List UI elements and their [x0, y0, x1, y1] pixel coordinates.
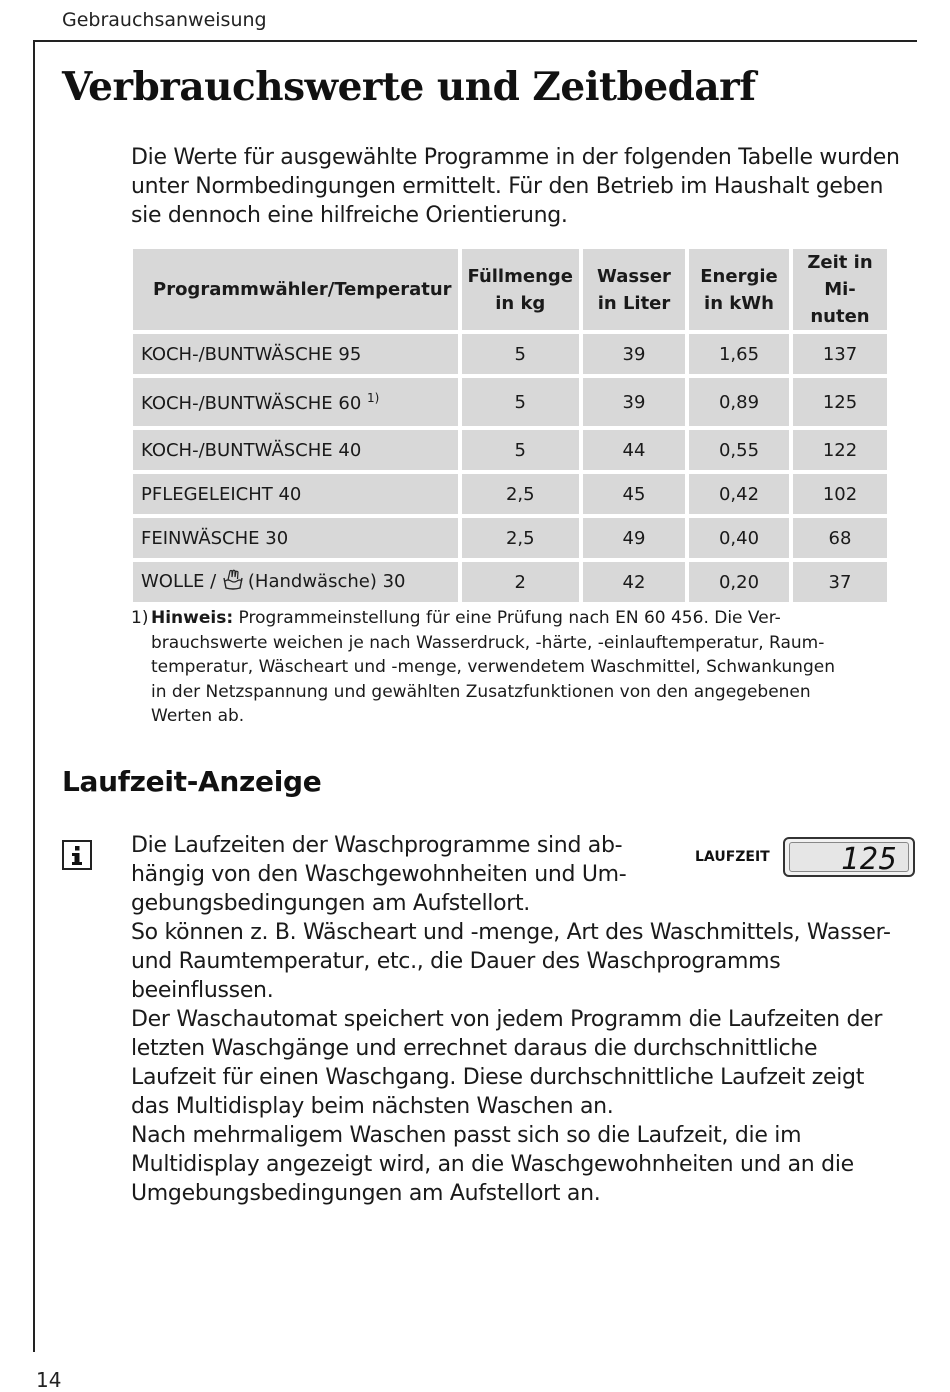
- header-program: Programmwähler/Temperatur: [133, 249, 458, 330]
- intro-paragraph: [131, 143, 901, 230]
- running-head: Gebrauchsanweisung: [62, 9, 267, 31]
- consumption-table: [129, 245, 891, 606]
- cell-water: 39: [583, 334, 685, 374]
- cell-water: 45: [583, 474, 685, 514]
- body-line: Nach mehrmaligem Waschen passt sich so die Laufzeit, die im: [131, 1123, 802, 1148]
- cell-program: FEINWÄSCHE 30: [133, 518, 458, 558]
- table-row: [133, 378, 887, 426]
- cell-water: 44: [583, 430, 685, 470]
- cell-program: [133, 562, 458, 602]
- footnote-line: temperatur, Wäscheart und -menge, verwendetem Waschmittel, Schwankungen: [151, 657, 835, 677]
- cell-time: 122: [793, 430, 887, 470]
- footnote-ref: 1): [367, 390, 380, 405]
- body-line: Die Laufzeiten der Waschprogramme sind ab-: [131, 833, 623, 858]
- body-line: das Multidisplay beim nächsten Waschen an.: [131, 1094, 614, 1119]
- cell-energy: 0,55: [689, 430, 789, 470]
- intro-line: Die Werte für ausgewählte Programme in der folgenden Tabelle wurden: [131, 145, 900, 170]
- table-row: [133, 474, 887, 514]
- cell-energy: 0,89: [689, 378, 789, 426]
- cell-water: 42: [583, 562, 685, 602]
- footnote-line: Programmeinstellung für eine Prüfung nach EN 60 456. Die Ver-: [233, 608, 781, 628]
- cell-energy: 1,65: [689, 334, 789, 374]
- body-line: gebungsbedingungen am Aufstellort.: [131, 891, 531, 916]
- cell-fill: 2: [462, 562, 579, 602]
- display-label: LAUFZEIT: [695, 849, 770, 865]
- page-number: 14: [36, 1368, 62, 1392]
- cell-water: 39: [583, 378, 685, 426]
- footnote-label: Hinweis:: [151, 608, 234, 628]
- cell-fill: 5: [462, 334, 579, 374]
- margin-rule: [33, 40, 35, 1352]
- cell-program: KOCH-/BUNTWÄSCHE 95: [133, 334, 458, 374]
- table-row: [133, 430, 887, 470]
- cell-time: 125: [793, 378, 887, 426]
- intro-line: unter Normbedingungen ermittelt. Für den Betrieb im Haushalt geben: [131, 174, 884, 199]
- footnote-body: [151, 606, 851, 729]
- body-line: hängig von den Waschgewohnheiten und Um-: [131, 862, 627, 887]
- subsection-title: Laufzeit-Anzeige: [62, 765, 322, 798]
- footnote-line: Werten ab.: [151, 706, 245, 726]
- body-line: So können z. B. Wäscheart und -menge, Art des Waschmittels, Wasser-: [131, 920, 891, 945]
- cell-energy: 0,40: [689, 518, 789, 558]
- header-fill: Füllmenge in kg: [462, 249, 579, 330]
- cell-fill: 2,5: [462, 474, 579, 514]
- cell-time: 37: [793, 562, 887, 602]
- handwash-icon: [222, 569, 244, 596]
- body-line: Multidisplay angezeigt wird, an die Waschgewohnheiten und an die: [131, 1152, 854, 1177]
- header-rule: [33, 40, 917, 42]
- body-line: Der Waschautomat speichert von jedem Programm die Laufzeiten der: [131, 1007, 883, 1032]
- table-row: [133, 518, 887, 558]
- cell-program: PFLEGELEICHT 40: [133, 474, 458, 514]
- cell-energy: 0,42: [689, 474, 789, 514]
- cell-program: KOCH-/BUNTWÄSCHE 40: [133, 430, 458, 470]
- cell-time: 102: [793, 474, 887, 514]
- program-name-prefix: WOLLE /: [141, 570, 222, 592]
- footnote-marker: 1): [131, 608, 149, 628]
- cell-water: 49: [583, 518, 685, 558]
- cell-time: 137: [793, 334, 887, 374]
- body-line: letzten Waschgänge und errechnet daraus die durchschnittliche: [131, 1036, 818, 1061]
- section-title: Verbrauchswerte und Zeitbedarf: [62, 64, 756, 110]
- footnote-line: brauchswerte weichen je nach Wasserdruck, -härte, -einlauftemperatur, Raum-: [151, 632, 825, 653]
- program-name: KOCH-/BUNTWÄSCHE 60: [141, 392, 362, 414]
- cell-fill: 2,5: [462, 518, 579, 558]
- cell-fill: 5: [462, 378, 579, 426]
- body-line: Umgebungsbedingungen am Aufstellort an.: [131, 1181, 601, 1206]
- footnote: [131, 606, 851, 729]
- cell-program: [133, 378, 458, 426]
- table-header-row: [133, 249, 887, 330]
- cell-time: 68: [793, 518, 887, 558]
- table-row: [133, 334, 887, 374]
- body-line: und Raumtemperatur, etc., die Dauer des Waschprogramms: [131, 949, 781, 974]
- table-row: [133, 562, 887, 602]
- cell-fill: 5: [462, 430, 579, 470]
- program-name-suffix: (Handwäsche) 30: [247, 570, 406, 592]
- body-line: Laufzeit für einen Waschgang. Diese durchschnittliche Laufzeit zeigt: [131, 1065, 865, 1090]
- header-water: Wasser in Liter: [583, 249, 685, 330]
- display-value: 125: [840, 842, 898, 877]
- cell-energy: 0,20: [689, 562, 789, 602]
- body-line: beeinflussen.: [131, 978, 274, 1003]
- body-paragraph: [131, 831, 911, 1208]
- header-time: Zeit in Mi- nuten: [793, 249, 887, 330]
- footnote-line: in der Netzspannung und gewählten Zusatzfunktionen von den angegebenen: [151, 681, 811, 702]
- intro-line: sie dennoch eine hilfreiche Orientierung.: [131, 203, 568, 228]
- header-energy: Energie in kWh: [689, 249, 789, 330]
- info-icon: [62, 840, 92, 870]
